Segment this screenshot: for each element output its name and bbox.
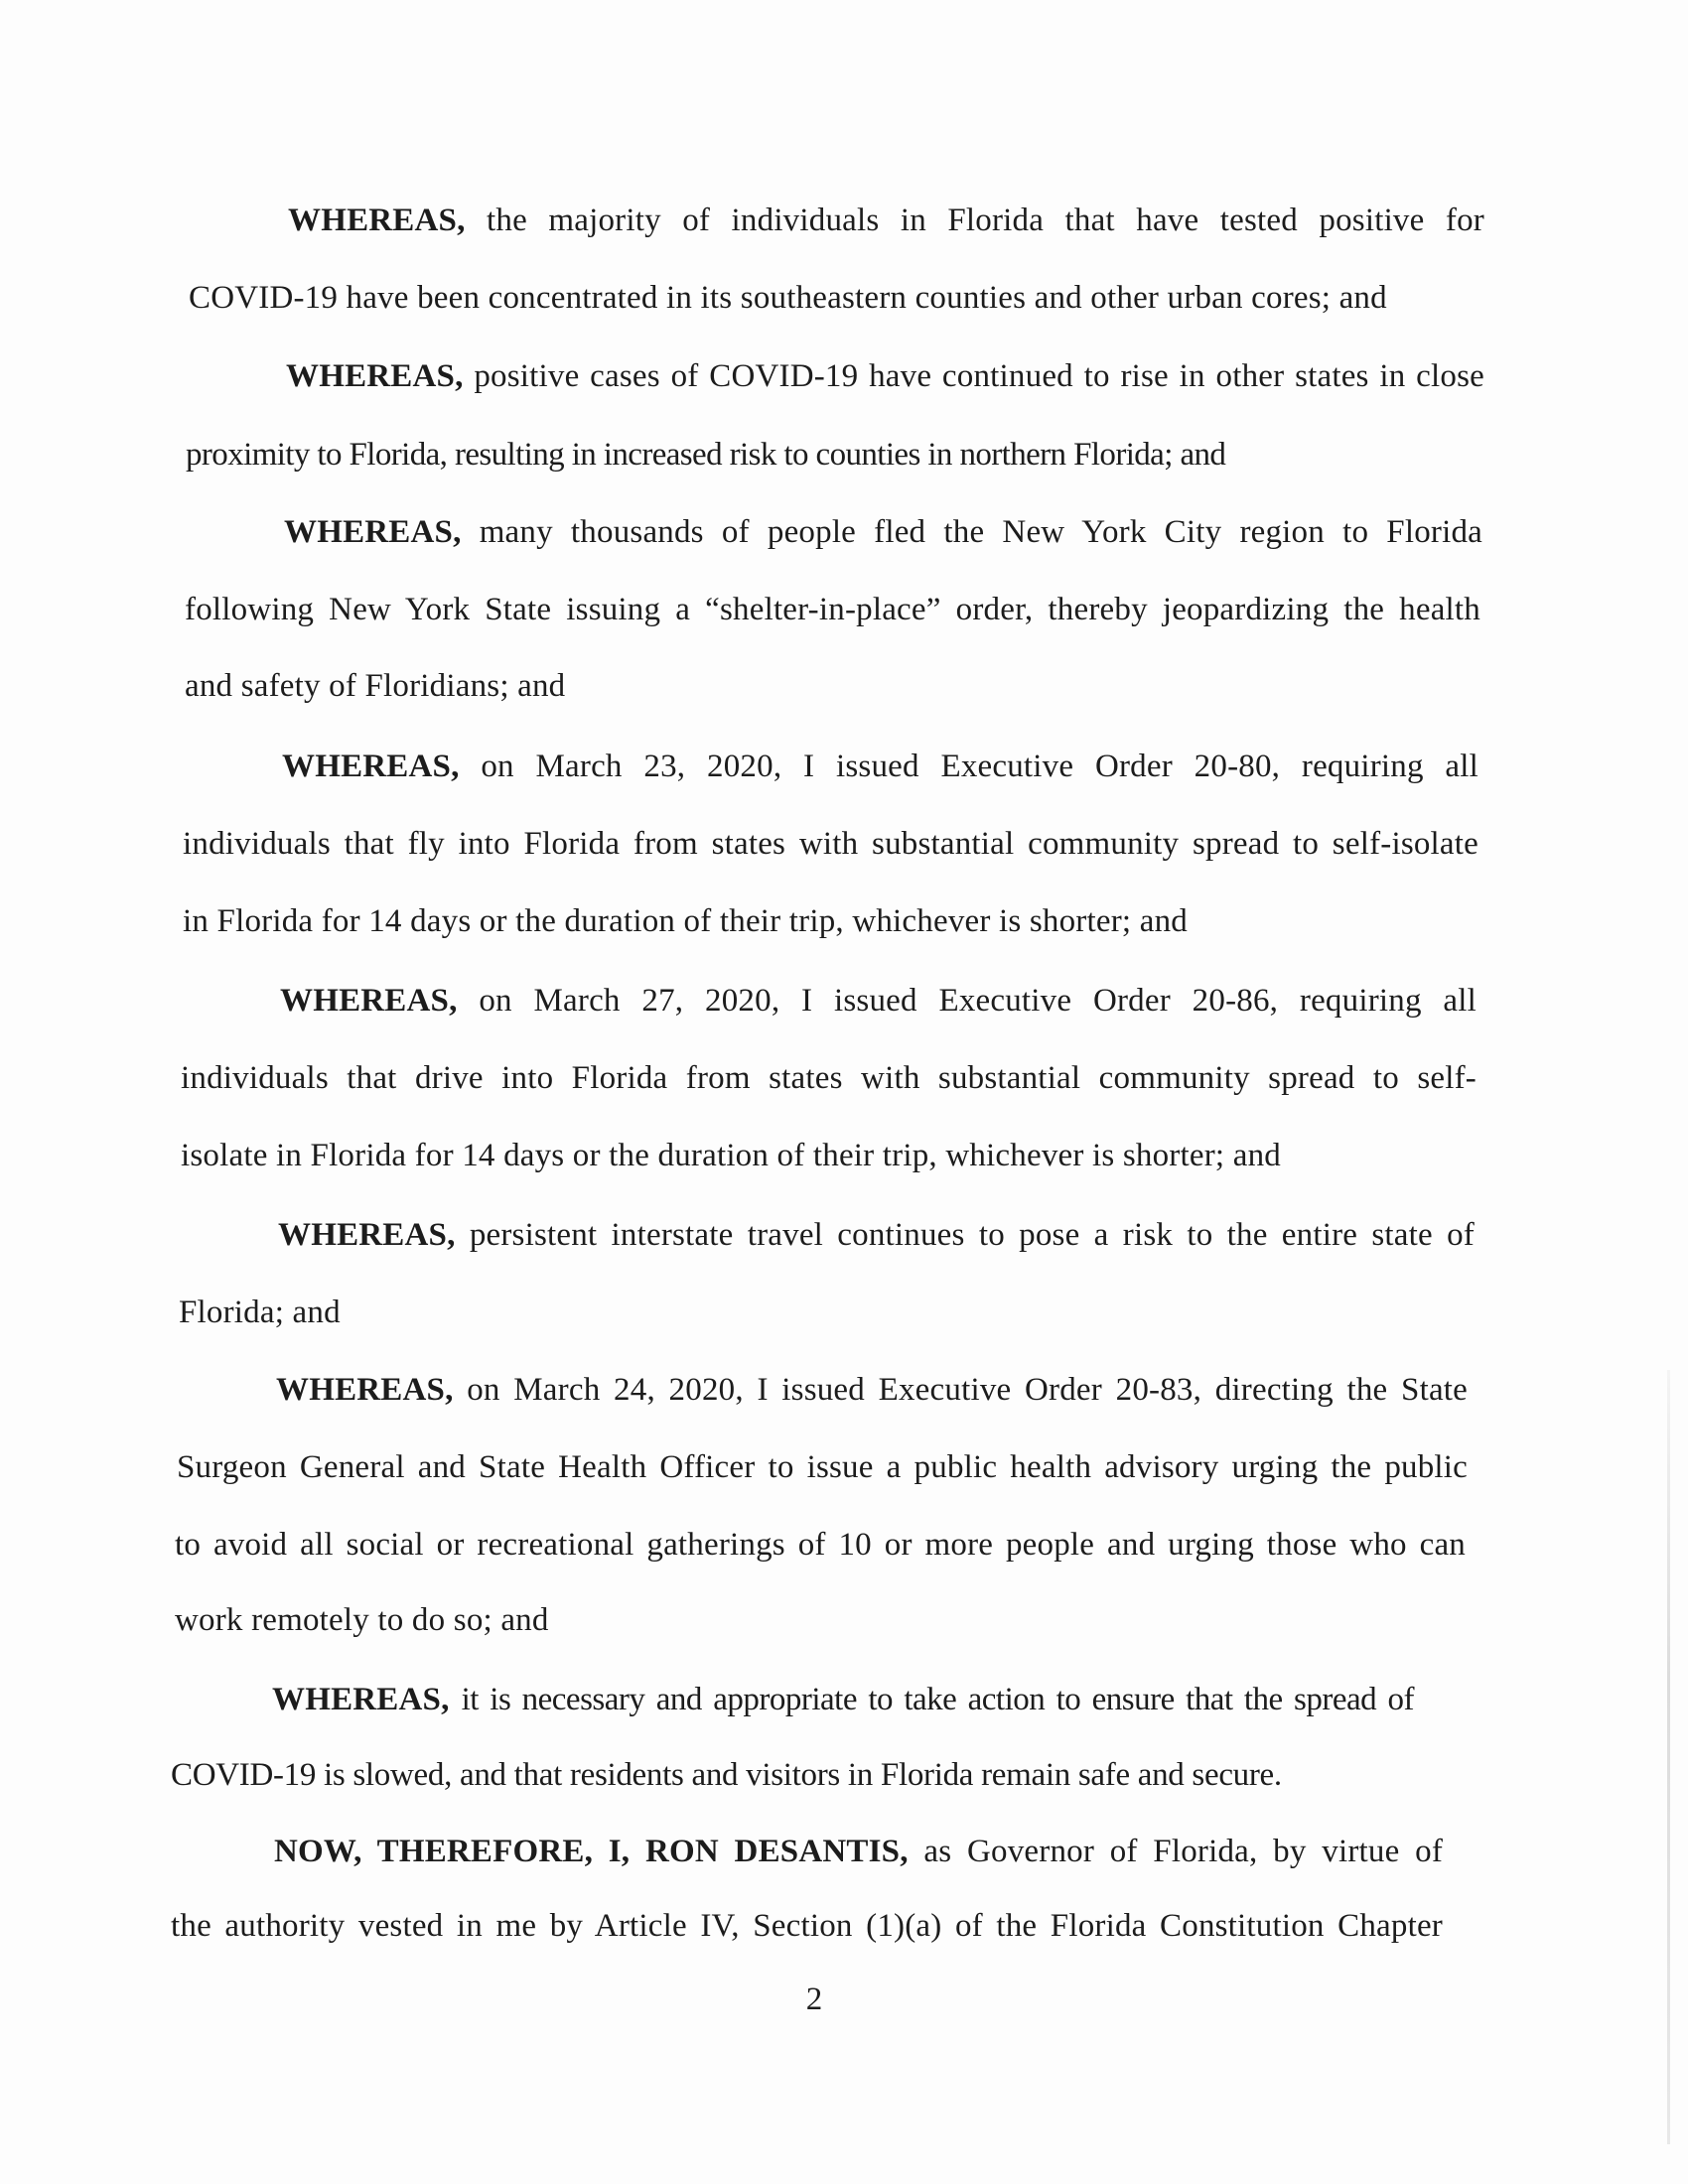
paragraph-5-line-2: individuals that drive into Florida from states with substantial community spread to self- <box>181 1060 1477 1096</box>
paragraph-text: on March 24, 2020, I issued Executive Order 20-83, <box>467 1372 1202 1408</box>
paragraph-3-line-3: and safety of Floridians; and <box>185 668 566 704</box>
now-therefore-lead: NOW, THEREFORE, I, RON DESANTIS, <box>274 1834 909 1869</box>
paragraph-text-bold-tail: directing the State <box>1214 1372 1469 1408</box>
paragraph-7-line-2: Surgeon General and State Health Officer to issue a public health advisory urging the public <box>177 1449 1468 1485</box>
paragraph-text: the majority of individuals in Florida that have tested positive for <box>487 203 1484 238</box>
whereas-lead: WHEREAS, <box>284 514 462 550</box>
paragraph-text: many thousands of people fled the New York City region to Florida <box>479 514 1482 550</box>
paragraph-4-line-3: in Florida for 14 days or the duration of their trip, whichever is shorter; and <box>183 903 1188 939</box>
paragraph-9-line-1 <box>274 1832 1443 1871</box>
whereas-lead: WHEREAS, <box>288 203 466 238</box>
paragraph-text: positive cases of COVID-19 have continued to rise in other states in close <box>474 358 1484 394</box>
page-number: 2 <box>805 1981 823 2017</box>
paragraph-text: on March 23, 2020, I issued Executive Order 20-80, requiring all <box>481 749 1479 784</box>
whereas-lead: WHEREAS, <box>278 1217 456 1253</box>
paragraph-text: persistent interstate travel continues to pose a risk to the entire state of <box>469 1217 1475 1253</box>
whereas-lead: WHEREAS, <box>272 1682 450 1717</box>
paragraph-text: as Governor of Florida, by virtue of <box>923 1834 1444 1869</box>
paragraph-9-line-2: the authority vested in me by Article IV, Section (1)(a) of the Florida Constitution Chapter <box>171 1908 1443 1944</box>
paragraph-text: on March 27, 2020, I issued Executive Order 20-86, requiring all <box>479 983 1477 1019</box>
whereas-lead: WHEREAS, <box>280 983 458 1019</box>
paragraph-2-line-2: proximity to Florida, resulting in increased risk to counties in northern Florida; and <box>186 437 1226 473</box>
paragraph-6-line-2: Florida; and <box>179 1295 341 1330</box>
paragraph-text: it is necessary and appropriate to take action to ensure that the spread of <box>461 1682 1415 1717</box>
whereas-lead: WHEREAS, <box>282 749 460 784</box>
whereas-lead: WHEREAS, <box>276 1372 454 1408</box>
paragraph-8-line-2: COVID-19 is slowed, and that residents and visitors in Florida remain safe and secure. <box>171 1757 1282 1793</box>
paragraph-3-line-1 <box>284 512 1482 552</box>
paragraph-1-line-2: COVID-19 have been concentrated in its southeastern counties and other urban cores; and <box>189 280 1387 316</box>
paragraph-6-line-1 <box>278 1215 1475 1255</box>
paragraph-7-line-3: to avoid all social or recreational gatherings of 10 or more people and urging those who can <box>175 1527 1466 1563</box>
paragraph-3-line-2: following New York State issuing a “shelter-in-place” order, thereby jeopardizing the health <box>185 592 1480 627</box>
paragraph-5-line-3: isolate in Florida for 14 days or the duration of their trip, whichever is shorter; and <box>181 1138 1281 1173</box>
paragraph-1-line-1 <box>288 201 1484 240</box>
paragraph-2-line-1 <box>286 356 1484 396</box>
paragraph-5-line-1 <box>280 981 1477 1021</box>
paragraph-7-line-1 <box>276 1370 1468 1410</box>
whereas-lead: WHEREAS, <box>286 358 464 394</box>
scan-edge-shadow <box>1667 1370 1670 2144</box>
paragraph-7-line-4: work remotely to do so; and <box>175 1602 549 1638</box>
paragraph-8-line-1 <box>272 1680 1414 1719</box>
paragraph-4-line-1 <box>282 747 1478 786</box>
paragraph-4-line-2: individuals that fly into Florida from states with substantial community spread to self-isolate <box>183 826 1478 862</box>
